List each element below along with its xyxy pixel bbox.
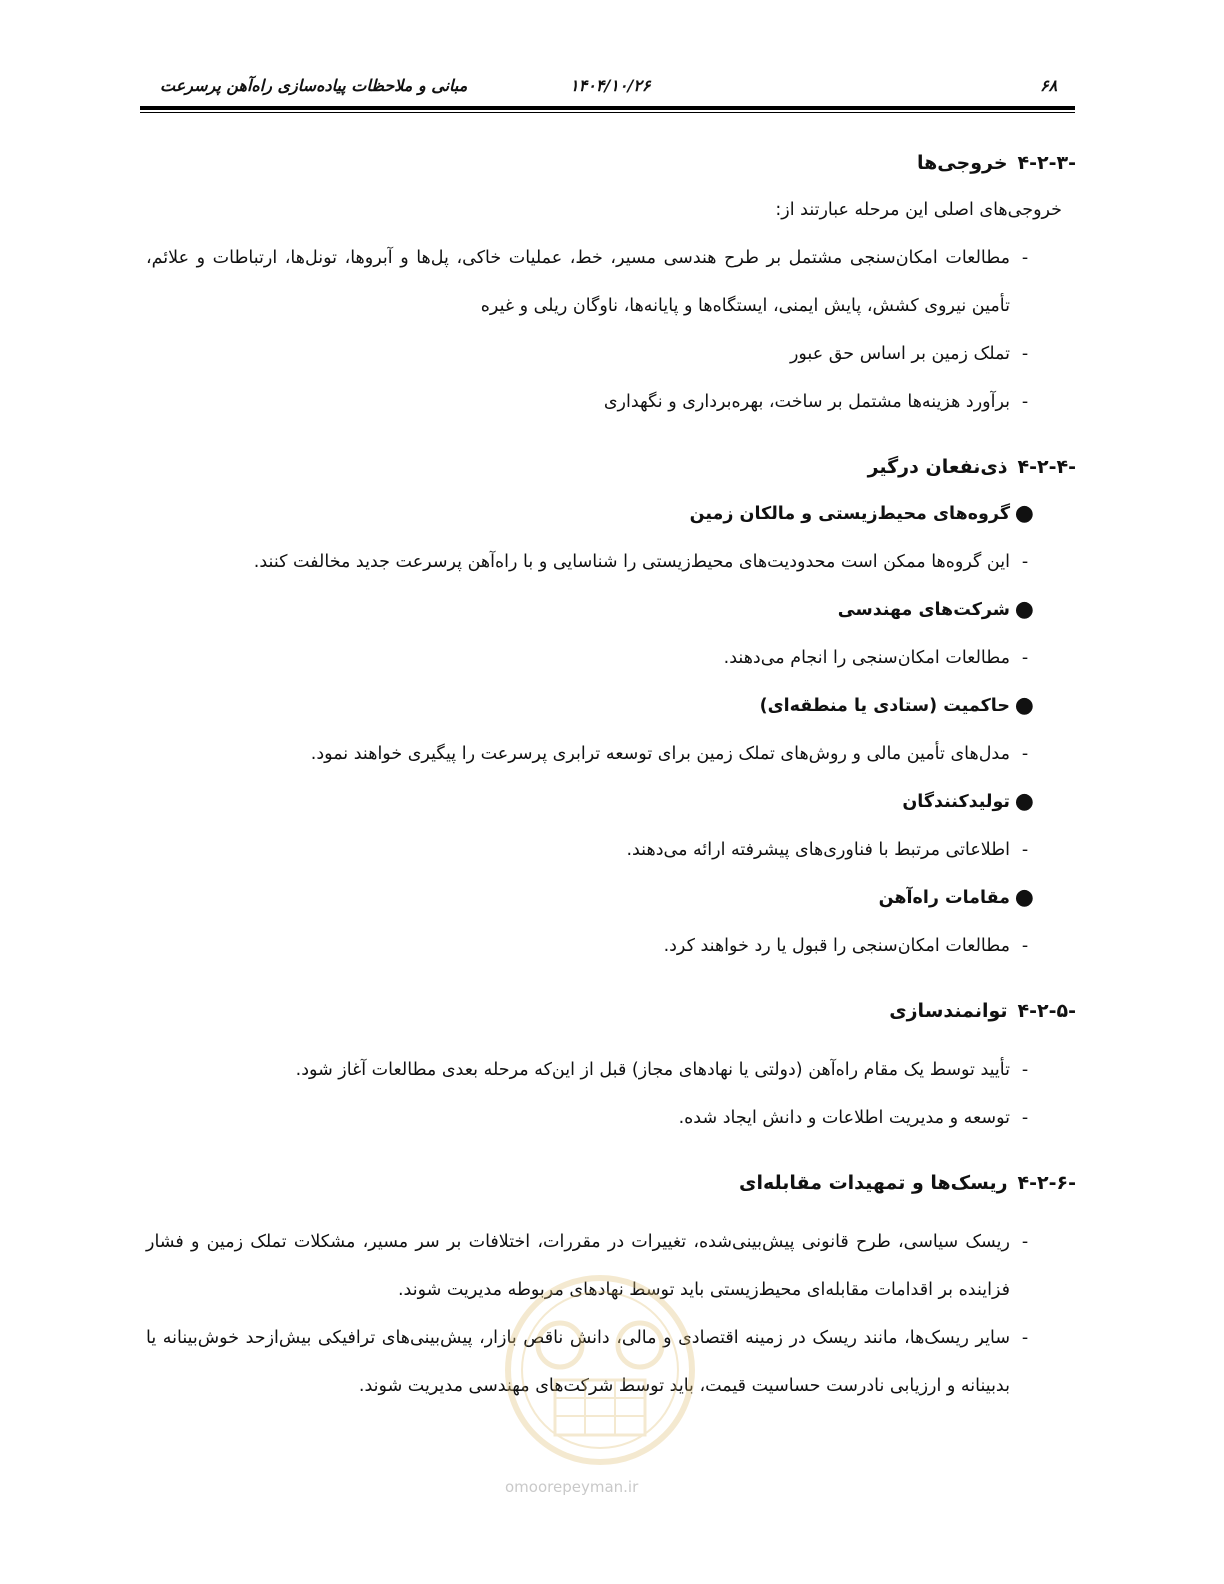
page-number: ۶۸ bbox=[1040, 76, 1058, 95]
dash-marker: - bbox=[1021, 936, 1029, 956]
list-item-text: برآورد هزینه‌ها مشتمل بر ساخت، بهره‌برداری و نگهداری bbox=[603, 392, 1010, 412]
section-number: ۴-۲-۳- bbox=[1017, 152, 1076, 174]
list-item bbox=[146, 330, 1076, 378]
list-item bbox=[146, 538, 1076, 586]
dash-marker: - bbox=[1021, 248, 1029, 268]
list-item-text: مدل‌های تأمین مالی و روش‌های تملک زمین برای توسعه ترابری پرسرعت را پیگیری خواهند نمود. bbox=[310, 744, 1010, 764]
bullet-text: حاکمیت (ستادی یا منطقه‌ای) bbox=[759, 696, 1010, 716]
watermark-site: omoorepeyman.ir bbox=[505, 1478, 639, 1496]
section-number: ۴-۲-۵- bbox=[1017, 1000, 1076, 1022]
outputs-list bbox=[146, 234, 1076, 426]
list-item-text: اطلاعاتی مرتبط با فناوری‌های پیشرفته ارائه می‌دهند. bbox=[626, 840, 1010, 860]
page-body bbox=[146, 140, 1076, 1410]
dash-marker: - bbox=[1021, 744, 1029, 764]
list-item bbox=[146, 1094, 1076, 1142]
section-heading-risks bbox=[146, 1160, 1076, 1206]
list-item bbox=[146, 1046, 1076, 1094]
list-item bbox=[146, 634, 1076, 682]
list-item-text: تأیید توسط یک مقام راه‌آهن (دولتی یا نهادهای مجاز) قبل از این‌که مرحله بعدی مطالعات آغاز شود. bbox=[295, 1060, 1010, 1080]
list-item bbox=[146, 730, 1076, 778]
bullet-text: شرکت‌های مهندسی bbox=[837, 600, 1010, 620]
dash-marker: - bbox=[1021, 344, 1029, 364]
list-item-text: توسعه و مدیریت اطلاعات و دانش ایجاد شده. bbox=[678, 1108, 1010, 1128]
dash-marker: - bbox=[1021, 552, 1029, 572]
list-item-text: ریسک سیاسی، طرح قانونی پیش‌بینی‌شده، تغییرات در مقررات، اختلافات بر سر مسیر، مشکلات تملک زمین و فشار فزاینده بر اقدامات مقابله‌ای محیط‌زیستی باید توسط نهادهای مربوطه مدیریت شوند. bbox=[146, 1232, 1010, 1300]
bullet-marker: ● bbox=[1014, 597, 1034, 622]
bullet-item bbox=[146, 874, 1076, 922]
stakeholders-list bbox=[146, 490, 1076, 970]
list-item-text: سایر ریسک‌ها، مانند ریسک در زمینه اقتصادی و مالی، دانش ناقص بازار، پیش‌بینی‌های ترافیکی بیش‌ازحد خوش‌بینانه یا بدبینانه و ارزیابی نادرست حساسیت قیمت، باید توسط شرکت‌های مهندسی مدیریت شوند. bbox=[146, 1328, 1010, 1396]
section-heading-enablement bbox=[146, 988, 1076, 1034]
dash-marker: - bbox=[1021, 840, 1029, 860]
section-heading-stakeholders bbox=[146, 444, 1076, 490]
bullet-item bbox=[146, 490, 1076, 538]
watermark-seal bbox=[500, 1270, 700, 1470]
bullet-marker: ● bbox=[1014, 501, 1034, 526]
header-rule-thin bbox=[140, 112, 1075, 113]
dash-marker: - bbox=[1021, 1108, 1029, 1128]
bullet-text: گروه‌های محیط‌زیستی و مالکان زمین bbox=[689, 504, 1010, 524]
list-item-text: مطالعات امکان‌سنجی را قبول یا رد خواهند کرد. bbox=[663, 936, 1010, 956]
header-date: ۱۴۰۴/۱۰/۲۶ bbox=[570, 76, 651, 95]
bullet-marker: ● bbox=[1014, 885, 1034, 910]
enablement-list bbox=[146, 1046, 1076, 1142]
bullet-item bbox=[146, 778, 1076, 826]
bullet-text: تولیدکنندگان bbox=[902, 792, 1010, 812]
section-title: ریسک‌ها و تمهیدات مقابله‌ای bbox=[739, 1172, 1008, 1194]
page-header bbox=[140, 72, 1075, 110]
section-heading-outputs bbox=[146, 140, 1076, 186]
section-title: ذی‌نفعان درگیر bbox=[867, 456, 1008, 478]
dash-marker: - bbox=[1021, 392, 1029, 412]
list-item-text: مطالعات امکان‌سنجی مشتمل بر طرح هندسی مسیر، خط، عملیات خاکی، پل‌ها و آبروها، تونل‌ها، ارتباطات و علائم، تأمین نیروی کشش، پایش ایمنی، ایستگاه‌ها و پایانه‌ها، ناوگان ریلی و غیره bbox=[146, 248, 1010, 316]
dash-marker: - bbox=[1021, 648, 1029, 668]
bullet-marker: ● bbox=[1014, 789, 1034, 814]
section-number: ۴-۲-۴- bbox=[1017, 456, 1076, 478]
header-rule-thick bbox=[140, 106, 1075, 110]
dash-marker: - bbox=[1021, 1232, 1029, 1252]
bullet-item bbox=[146, 586, 1076, 634]
bullet-marker: ● bbox=[1014, 693, 1034, 718]
list-item bbox=[146, 234, 1076, 330]
list-item bbox=[146, 922, 1076, 970]
dash-marker: - bbox=[1021, 1328, 1029, 1348]
dash-marker: - bbox=[1021, 1060, 1029, 1080]
header-book-title: مبانی و ملاحظات پیاده‌سازی راه‌آهن پرسرعت bbox=[160, 76, 468, 95]
list-item-text: این گروه‌ها ممکن است محدودیت‌های محیط‌زیستی را شناسایی و با راه‌آهن پرسرعت جدید مخالفت کنند. bbox=[253, 552, 1010, 572]
section-title: توانمندسازی bbox=[889, 1000, 1008, 1022]
list-item-text: تملک زمین بر اساس حق عبور bbox=[789, 344, 1010, 364]
section-number: ۴-۲-۶- bbox=[1017, 1172, 1076, 1194]
bullet-text: مقامات راه‌آهن bbox=[878, 888, 1010, 908]
list-item bbox=[146, 378, 1076, 426]
list-item-text: مطالعات امکان‌سنجی را انجام می‌دهند. bbox=[723, 648, 1010, 668]
section-title: خروجی‌ها bbox=[917, 152, 1008, 174]
bullet-item bbox=[146, 682, 1076, 730]
list-item bbox=[146, 826, 1076, 874]
section-intro: خروجی‌های اصلی این مرحله عبارتند از: bbox=[775, 200, 1062, 220]
